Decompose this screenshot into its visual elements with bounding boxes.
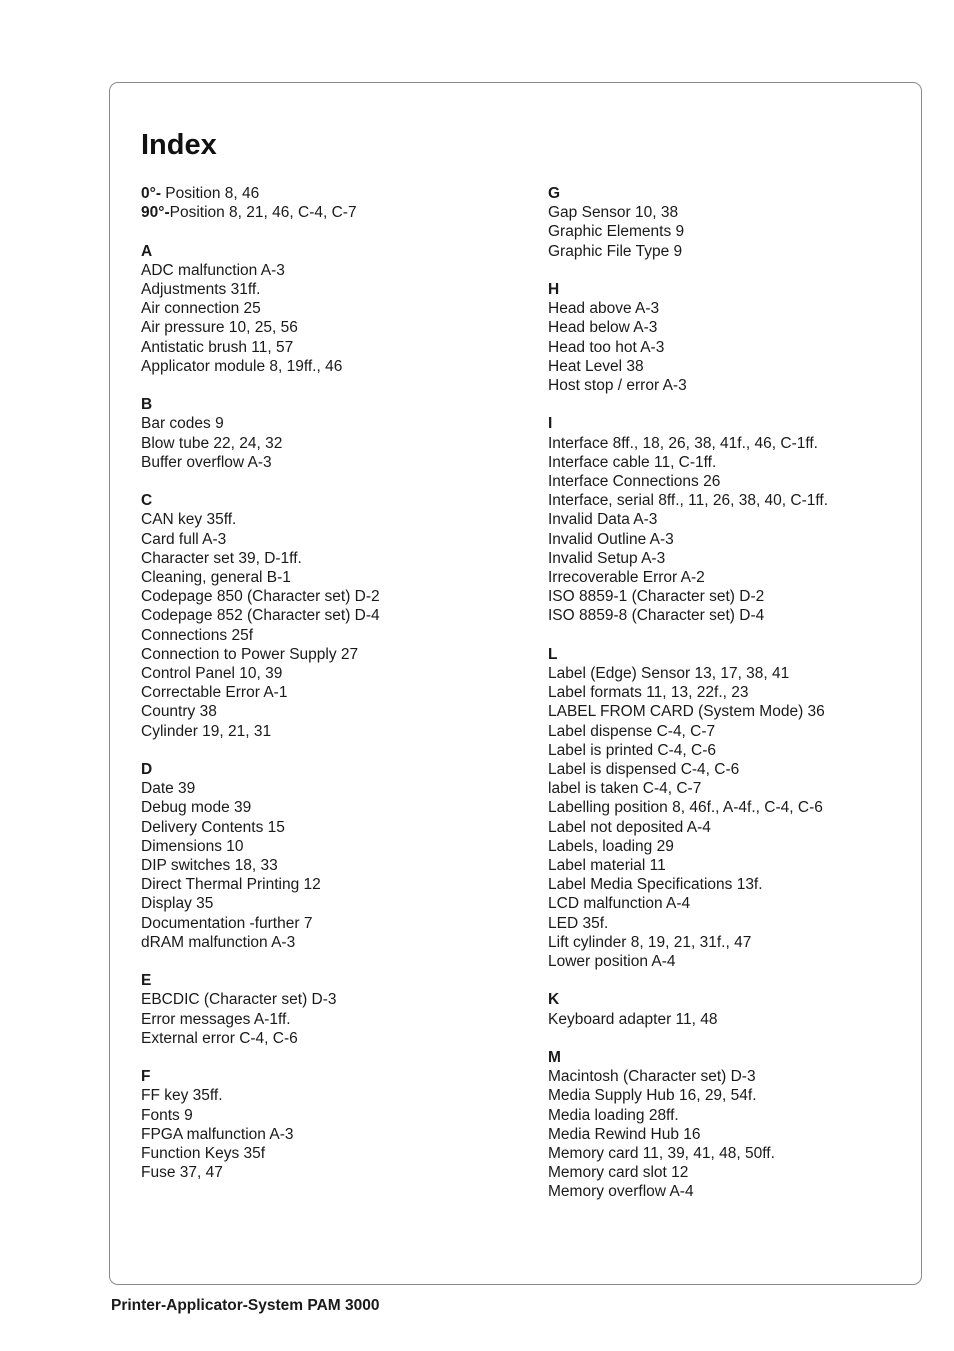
index-entry: FF key 35ff.: [141, 1087, 223, 1105]
index-entry: Air connection 25: [141, 300, 261, 318]
index-column-right: [548, 184, 898, 1202]
index-entry: Label not deposited A-4: [548, 818, 711, 836]
index-entry: ADC malfunction A-3: [141, 261, 285, 279]
page-footer: Printer-Applicator-System PAM 3000: [111, 1297, 380, 1314]
section-letter: L: [548, 645, 558, 663]
index-entry: Graphic Elements 9: [548, 223, 685, 241]
index-entry: Interface cable 11, C-1ff.: [548, 453, 717, 471]
index-entry: Documentation -further 7: [141, 914, 313, 932]
index-entry: DIP switches 18, 33: [141, 857, 278, 875]
index-column-left: [141, 184, 521, 1182]
index-entry: Invalid Setup A-3: [548, 549, 666, 567]
index-entry: Label is dispensed C-4, C-6: [548, 761, 740, 779]
section-spacer: [548, 971, 898, 990]
index-entry: Buffer overflow A-3: [141, 453, 272, 471]
section-spacer: [548, 395, 898, 414]
index-entry: Debug mode 39: [141, 799, 252, 817]
index-entry: Interface, serial 8ff., 11, 26, 38, 40, C-1ff.: [548, 492, 829, 510]
index-entry: Applicator module 8, 19ff., 46: [141, 357, 343, 375]
index-entry: Fuse 37, 47: [141, 1164, 223, 1182]
index-entry: Label material 11: [548, 857, 666, 875]
index-entry: Connections 25f: [141, 626, 254, 644]
index-entry: Macintosh (Character set) D-3: [548, 1068, 756, 1086]
index-entry: Head above A-3: [548, 300, 660, 318]
section-letter: B: [141, 396, 153, 414]
index-entry: Label Media Specifications 13f.: [548, 876, 763, 894]
index-entry: Fonts 9: [141, 1106, 193, 1124]
index-entry: Memory overflow A-4: [548, 1183, 694, 1201]
index-entry: Antistatic brush 11, 57: [141, 338, 294, 356]
index-entry: Delivery Contents 15: [141, 818, 285, 836]
index-entry: Date 39: [141, 780, 196, 798]
index-entry: Codepage 852 (Character set) D-4: [141, 607, 380, 625]
index-entry: LED 35f.: [548, 914, 609, 932]
index-entry: Invalid Data A-3: [548, 511, 658, 529]
section-letter: F: [141, 1068, 151, 1086]
index-entry: Cleaning, general B-1: [141, 569, 291, 587]
section-spacer: [141, 741, 521, 760]
section-spacer: [141, 1048, 521, 1067]
index-entry: Interface 8ff., 18, 26, 38, 41f., 46, C-1ff.: [548, 434, 818, 452]
index-entry: Lift cylinder 8, 19, 21, 31f., 47: [548, 933, 752, 951]
section-spacer: [141, 952, 521, 971]
index-entry: Air pressure 10, 25, 56: [141, 319, 298, 337]
index-entry: Memory card 11, 39, 41, 48, 50ff.: [548, 1145, 775, 1163]
index-entry: Blow tube 22, 24, 32: [141, 434, 283, 452]
index-entry: LCD malfunction A-4: [548, 895, 691, 913]
section-letter: C: [141, 492, 153, 510]
index-entry: EBCDIC (Character set) D-3: [141, 991, 337, 1009]
section-letter: D: [141, 761, 153, 779]
index-entry: Function Keys 35f: [141, 1145, 266, 1163]
index-entry: dRAM malfunction A-3: [141, 933, 296, 951]
index-entry: Host stop / error A-3: [548, 377, 687, 395]
index-entry: Media Supply Hub 16, 29, 54f.: [548, 1087, 757, 1105]
index-entry: Head too hot A-3: [548, 338, 665, 356]
index-entry: [141, 184, 521, 203]
index-entry: Label (Edge) Sensor 13, 17, 38, 41: [548, 665, 790, 683]
section-letter: I: [548, 415, 553, 433]
index-entry: Display 35: [141, 895, 214, 913]
index-entry: Direct Thermal Printing 12: [141, 876, 321, 894]
index-entry: Head below A-3: [548, 319, 658, 337]
section-letter: E: [141, 972, 152, 990]
section-letter: H: [548, 281, 560, 298]
index-entry: Labelling position 8, 46f., A-4f., C-4, C-6: [548, 799, 823, 817]
index-entry: Bar codes 9: [141, 415, 224, 433]
index-entry: Media loading 28ff.: [548, 1106, 679, 1124]
index-entry-pages: Position 8, 46: [160, 185, 260, 202]
index-entry: Interface Connections 26: [548, 473, 721, 491]
section-spacer: [548, 626, 898, 645]
index-entry: Label is printed C-4, C-6: [548, 741, 716, 759]
index-entry: Lower position A-4: [548, 953, 676, 971]
index-entry: Labels, loading 29: [548, 837, 674, 855]
index-entry: ISO 8859-1 (Character set) D-2: [548, 588, 765, 606]
index-entry: Country 38: [141, 703, 217, 721]
section-spacer: [548, 261, 898, 280]
index-entry: Codepage 850 (Character set) D-2: [141, 588, 380, 606]
index-entry: LABEL FROM CARD (System Mode) 36: [548, 703, 825, 721]
index-entry: Correctable Error A-1: [141, 684, 288, 702]
index-entry: External error C-4, C-6: [141, 1029, 298, 1047]
index-entry: Gap Sensor 10, 38: [548, 204, 679, 222]
section-spacer: [141, 376, 521, 395]
index-entry: Graphic File Type 9: [548, 242, 683, 260]
index-entry: Keyboard adapter 11, 48: [548, 1010, 718, 1028]
index-entry: Adjustments 31ff.: [141, 281, 261, 298]
index-entry: Memory card slot 12: [548, 1164, 689, 1182]
index-entry: Label dispense C-4, C-7: [548, 722, 716, 740]
index-entry: Media Rewind Hub 16: [548, 1125, 701, 1143]
index-entry: Cylinder 19, 21, 31: [141, 722, 272, 740]
index-entry: CAN key 35ff.: [141, 511, 237, 529]
index-entry: Irrecoverable Error A-2: [548, 569, 705, 587]
section-letter: G: [548, 185, 561, 202]
index-entry-term: 0°-: [141, 185, 161, 202]
index-entry: Heat Level 38: [548, 357, 644, 375]
index-entry: Error messages A-1ff.: [141, 1010, 291, 1028]
index-entry: ISO 8859-8 (Character set) D-4: [548, 607, 765, 625]
index-entry: Card full A-3: [141, 530, 227, 548]
section-spacer: [141, 222, 521, 241]
section-spacer: [548, 1029, 898, 1048]
index-entry: [141, 203, 521, 222]
page-title: Index: [141, 129, 217, 161]
index-entry: FPGA malfunction A-3: [141, 1125, 294, 1143]
index-entry: Control Panel 10, 39: [141, 665, 283, 683]
section-spacer: [141, 472, 521, 491]
index-entry: Invalid Outline A-3: [548, 530, 674, 548]
index-entry: label is taken C-4, C-7: [548, 780, 702, 798]
index-entry: Label formats 11, 13, 22f., 23: [548, 684, 749, 702]
section-letter: M: [548, 1049, 561, 1067]
index-entry-pages: Position 8, 21, 46, C-4, C-7: [169, 204, 357, 222]
section-letter: K: [548, 991, 560, 1009]
index-entry: Dimensions 10: [141, 837, 244, 855]
index-entry-term: 90°-: [141, 204, 170, 222]
index-entry: Connection to Power Supply 27: [141, 645, 359, 663]
index-entry: Character set 39, D-1ff.: [141, 549, 302, 567]
section-letter: A: [141, 242, 153, 260]
